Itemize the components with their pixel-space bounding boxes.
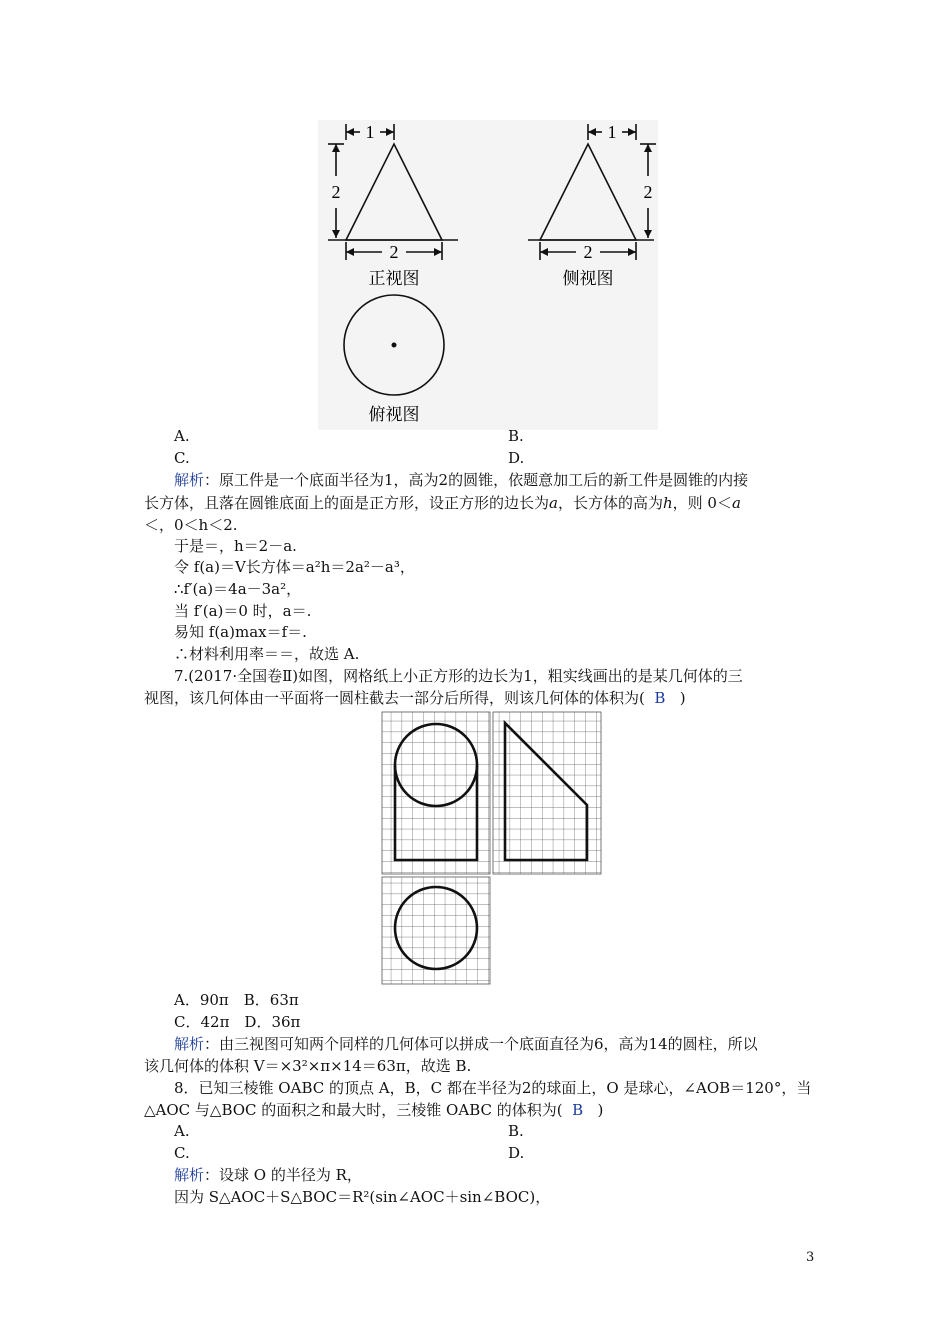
three-view-figure-grid: [380, 710, 606, 986]
q6-solution-line8: 易知 f(a)max＝f＝.: [174, 623, 307, 641]
front-dim-height: 2: [331, 182, 341, 202]
q8-option-d: D.: [508, 1144, 525, 1162]
q6-solution-line4: 于是＝，h＝2－a.: [174, 537, 297, 555]
q8-answer: B: [572, 1101, 584, 1119]
side-view-label: 侧视图: [562, 269, 614, 289]
q8-option-a: A.: [174, 1122, 190, 1140]
page-number: 3: [806, 1250, 815, 1265]
q8-solution-line2: 因为 S△AOC＋S△BOC＝R²(sin∠AOC＋sin∠BOC)，: [174, 1188, 551, 1206]
grid-side: [493, 712, 601, 874]
solution-label: 解析: [174, 1166, 205, 1184]
solution-label: 解析: [174, 471, 205, 489]
top-view-center-dot: [392, 343, 397, 348]
q6-solution-line7: 当 f′(a)＝0 时，a＝.: [174, 602, 312, 620]
q8-option-c: C.: [174, 1144, 190, 1162]
q7-answer: B: [654, 689, 666, 707]
side-dim-top: 1: [607, 122, 617, 142]
side-dim-height: 2: [643, 182, 653, 202]
q6-solution-line9: ∴材料利用率＝＝，故选 A.: [174, 645, 360, 663]
q6-option-d: D.: [508, 449, 525, 467]
front-dim-base: 2: [389, 242, 399, 262]
q6-option-b: B.: [508, 427, 524, 445]
front-dim-top: 1: [365, 122, 375, 142]
q8-option-b: B.: [508, 1122, 524, 1140]
q6-solution-line2: 长方体，且落在圆锥底面上的面是正方形，设正方形的边长为a，长方体的高为h，则 0＜a: [144, 494, 741, 512]
q6-solution-line1: 解析：原工件是一个底面半径为1，高为2的圆锥，依题意加工后的新工件是圆锥的内接: [174, 471, 749, 489]
q7-options-row1: A．90π B．63π: [174, 991, 299, 1009]
side-dim-base: 2: [583, 242, 593, 262]
grid-front: [382, 712, 490, 874]
q6-solution-line3: ＜，0＜h＜2.: [144, 516, 238, 534]
three-view-figure-cone: [318, 120, 658, 430]
q7-options-row2: C．42π D．36π: [174, 1013, 301, 1031]
q8-stem-line2: △AOC 与△BOC 的面积之和最大时，三棱锥 OABC 的体积为( B ): [144, 1101, 604, 1119]
q6-option-c: C.: [174, 449, 190, 467]
q7-stem-line2: 视图，该几何体由一平面将一圆柱截去一部分后所得，则该几何体的体积为( B ): [144, 689, 686, 707]
q8-stem-line1: 8．已知三棱锥 OABC 的顶点 A，B，C 都在半径为2的球面上，O 是球心，∠AOB＝120°，当: [174, 1079, 812, 1097]
q7-solution-line2: 该几何体的体积 V＝×3²×π×14＝63π，故选 B.: [144, 1057, 472, 1075]
q6-solution-line6: ∴f′(a)＝4a－3a²，: [174, 580, 302, 598]
solution-label: 解析: [174, 1035, 205, 1053]
q6-solution-line5: 令 f(a)＝V长方体＝a²h＝2a²－a³，: [174, 558, 415, 576]
q7-solution-line1: 解析：由三视图可知两个同样的几何体可以拼成一个底面直径为6，高为14的圆柱，所以: [174, 1035, 758, 1053]
top-view-label: 俯视图: [368, 405, 420, 425]
q7-stem-line1: 7.(2017·全国卷Ⅱ)如图，网格纸上小正方形的边长为1，粗实线画出的是某几何体的三: [174, 667, 743, 685]
q6-option-a: A.: [174, 427, 190, 445]
q8-solution-line1: 解析：设球 O 的半径为 R，: [174, 1166, 362, 1184]
front-view-label: 正视图: [368, 269, 420, 289]
